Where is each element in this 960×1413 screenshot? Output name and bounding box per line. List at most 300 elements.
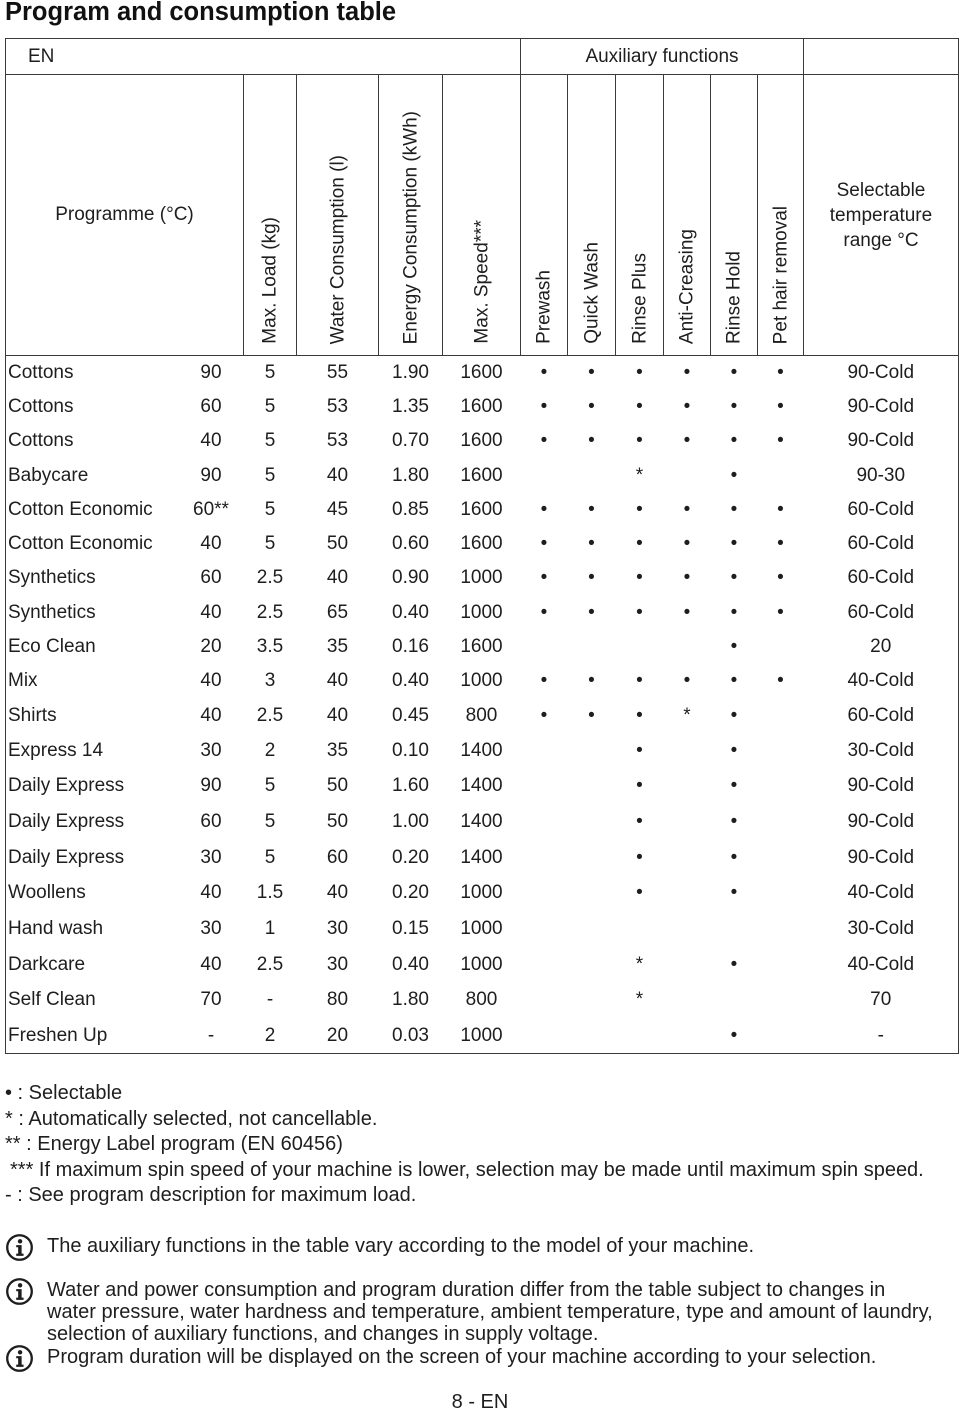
energy-consumption-cell: 0.10 — [392, 739, 429, 761]
note-text — [47, 1235, 955, 1257]
table-row — [6, 630, 959, 664]
anti-creasing-cell — [664, 983, 711, 1019]
quick-wash-cell — [568, 768, 616, 804]
table-row — [6, 493, 959, 527]
pet-hair-removal-cell: • — [777, 361, 784, 383]
rinse-plus-cell — [616, 1018, 664, 1054]
max-speed-cell: 1400 — [460, 739, 503, 761]
quick-wash-cell — [568, 458, 616, 492]
rinse-hold-cell: • — [730, 498, 738, 520]
temperature-cell: 30 — [200, 918, 222, 940]
max-load-cell: 3 — [264, 670, 276, 692]
pet-hair-removal-cell — [758, 1018, 804, 1054]
temperature-range-cell: 90-Cold — [847, 361, 915, 383]
rinse-plus-cell: • — [636, 739, 643, 761]
header-empty-cell — [804, 39, 959, 75]
note-text — [47, 1346, 955, 1368]
table-row — [6, 1018, 959, 1054]
prewash-cell — [521, 733, 568, 769]
table-row — [6, 947, 959, 983]
pet-hair-removal-cell: • — [777, 430, 784, 452]
table-row — [6, 733, 959, 769]
pet-hair-removal-cell — [758, 876, 804, 912]
prewash-cell: • — [540, 361, 548, 383]
temperature-range-cell: 20 — [870, 636, 892, 658]
info-icon — [5, 1277, 34, 1306]
temperature-range-cell: - — [877, 1024, 884, 1046]
table-row — [6, 458, 959, 492]
rinse-plus-cell: • — [636, 670, 643, 692]
rinse-plus-cell: • — [636, 704, 643, 726]
table-row — [6, 356, 959, 390]
rinse-hold-cell: • — [730, 464, 738, 486]
column-header-water-consumption — [297, 75, 379, 356]
temperature-cell: 40 — [200, 533, 222, 555]
column-header-prewash — [521, 75, 568, 356]
max-speed-cell: 1000 — [460, 918, 503, 940]
anti-creasing-cell: • — [683, 498, 691, 520]
pet-hair-removal-cell — [758, 630, 804, 664]
programme-name-cell: Cotton Economic — [8, 533, 153, 555]
column-header-energy-consumption — [379, 75, 443, 356]
column-header-label: temperature — [829, 204, 933, 226]
temperature-cell: 40 — [200, 953, 222, 975]
max-speed-cell: 1400 — [460, 846, 503, 868]
temperature-range-cell: 60-Cold — [847, 567, 915, 589]
anti-creasing-cell — [664, 733, 711, 769]
rinse-plus-cell: • — [636, 882, 643, 904]
programme-name-cell: Synthetics — [8, 567, 96, 589]
energy-consumption-cell: 0.20 — [392, 882, 429, 904]
table-row — [6, 664, 959, 698]
prewash-cell: • — [540, 395, 548, 417]
pet-hair-removal-cell — [758, 840, 804, 876]
anti-creasing-cell — [664, 804, 711, 840]
anti-creasing-cell — [664, 947, 711, 983]
table-row — [6, 596, 959, 630]
pet-hair-removal-cell — [758, 911, 804, 947]
max-load-cell: 5 — [264, 810, 276, 832]
prewash-cell: • — [540, 601, 548, 623]
temperature-cell: 40 — [200, 430, 222, 452]
table-header — [6, 39, 959, 356]
rinse-hold-cell: • — [730, 739, 738, 761]
table-body — [6, 356, 959, 1054]
max-speed-cell: 1600 — [460, 430, 503, 452]
rinse-plus-cell: • — [636, 810, 643, 832]
pet-hair-removal-cell: • — [777, 395, 784, 417]
rinse-hold-cell: • — [730, 670, 738, 692]
water-consumption-cell: 45 — [326, 498, 349, 520]
temperature-range-cell: 30-Cold — [847, 918, 915, 940]
rinse-hold-cell: • — [730, 953, 738, 975]
max-load-cell: 5 — [264, 395, 276, 417]
rinse-hold-cell: • — [730, 810, 738, 832]
column-header-max-speed — [443, 75, 521, 356]
table-row — [6, 768, 959, 804]
max-speed-cell: 1000 — [460, 601, 503, 623]
page-number: 8 - EN — [451, 1391, 509, 1413]
quick-wash-cell: • — [588, 395, 595, 417]
max-load-cell: 5 — [264, 533, 276, 555]
max-speed-cell: 1600 — [460, 636, 503, 658]
max-load-cell: 5 — [264, 464, 276, 486]
energy-consumption-cell: 0.90 — [392, 567, 429, 589]
rinse-plus-cell: • — [636, 533, 643, 555]
auxiliary-functions-header: Auxiliary functions — [521, 39, 804, 75]
pet-hair-removal-cell — [758, 458, 804, 492]
anti-creasing-cell — [664, 630, 711, 664]
language-label: EN — [6, 39, 521, 75]
anti-creasing-cell: • — [683, 670, 691, 692]
prewash-cell: • — [540, 498, 548, 520]
max-load-cell: 5 — [264, 361, 276, 383]
energy-consumption-cell: 1.00 — [392, 810, 429, 832]
max-load-cell: 5 — [264, 846, 276, 868]
temperature-cell: 60** — [193, 498, 229, 520]
table-row — [6, 804, 959, 840]
energy-consumption-cell: 0.03 — [392, 1024, 429, 1046]
energy-consumption-cell: 0.20 — [392, 846, 429, 868]
max-speed-cell: 1600 — [460, 533, 503, 555]
anti-creasing-cell — [664, 458, 711, 492]
water-consumption-cell: 60 — [326, 846, 349, 868]
column-header-temperature-range — [804, 75, 959, 356]
anti-creasing-cell: • — [683, 567, 691, 589]
legend-item: *** If maximum spin speed of your machine is lower, selection may be made until maximum spin speed. — [10, 1158, 924, 1181]
max-load-cell: - — [266, 989, 274, 1011]
column-header-label: Rinse Plus — [629, 253, 650, 344]
water-consumption-cell: 40 — [326, 670, 349, 692]
prewash-cell: • — [540, 533, 548, 555]
table-row — [6, 424, 959, 458]
temperature-cell: 40 — [200, 670, 222, 692]
energy-consumption-cell: 1.35 — [392, 395, 429, 417]
water-consumption-cell: 35 — [326, 636, 349, 658]
pet-hair-removal-cell — [758, 733, 804, 769]
temperature-cell: 30 — [200, 739, 222, 761]
temperature-range-cell: 30-Cold — [847, 739, 915, 761]
max-speed-cell: 1600 — [460, 395, 503, 417]
max-load-cell: 5 — [264, 498, 276, 520]
info-icon — [5, 1233, 34, 1262]
temperature-range-cell: 90-Cold — [847, 810, 915, 832]
legend-item: ** : Energy Label program (EN 60456) — [5, 1133, 343, 1155]
temperature-range-cell: 70 — [870, 989, 892, 1011]
programme-name-cell: Express 14 — [8, 739, 104, 761]
energy-consumption-cell: 0.85 — [392, 498, 429, 520]
temperature-cell: 90 — [200, 464, 222, 486]
column-header-rinse-plus — [616, 75, 664, 356]
max-speed-cell: 1000 — [460, 1024, 503, 1046]
temperature-range-cell: 60-Cold — [847, 601, 915, 623]
energy-consumption-cell: 1.80 — [392, 464, 429, 486]
quick-wash-cell — [568, 840, 616, 876]
temperature-range-cell: 40-Cold — [847, 882, 915, 904]
temperature-cell: - — [207, 1024, 215, 1046]
column-header-programme: Programme (°C) — [6, 75, 244, 356]
prewash-cell: • — [540, 567, 548, 589]
prewash-cell — [521, 876, 568, 912]
rinse-plus-cell: • — [636, 498, 643, 520]
energy-consumption-cell: 0.70 — [392, 430, 429, 452]
quick-wash-cell: • — [588, 430, 595, 452]
water-consumption-cell: 40 — [326, 704, 349, 726]
energy-consumption-cell: 0.15 — [392, 918, 429, 940]
column-header-rinse-hold — [711, 75, 758, 356]
pet-hair-removal-cell: • — [777, 601, 784, 623]
pet-hair-removal-cell: • — [777, 567, 784, 589]
pet-hair-removal-cell: • — [777, 670, 784, 692]
energy-consumption-cell: 1.60 — [392, 775, 429, 797]
water-consumption-cell: 53 — [326, 430, 349, 452]
anti-creasing-cell — [664, 1018, 711, 1054]
temperature-cell: 40 — [200, 601, 222, 623]
prewash-cell — [521, 804, 568, 840]
programme-name-cell: Cotton Economic — [8, 498, 153, 520]
column-header-label: Selectable — [836, 179, 926, 201]
max-speed-cell: 1400 — [460, 810, 503, 832]
temperature-cell: 60 — [200, 810, 222, 832]
temperature-range-cell: 90-Cold — [847, 430, 915, 452]
rinse-plus-cell: • — [636, 567, 643, 589]
note-line: The auxiliary functions in the table vary according to the model of your machine. — [47, 1235, 755, 1257]
programme-name-cell: Cottons — [8, 430, 74, 452]
rinse-plus-cell: * — [635, 953, 644, 975]
water-consumption-cell: 65 — [326, 601, 349, 623]
max-load-cell: 5 — [264, 430, 276, 452]
column-header-label: Anti-Creasing — [676, 228, 698, 344]
prewash-cell — [521, 983, 568, 1019]
table-row — [6, 390, 959, 424]
temperature-cell: 40 — [200, 704, 222, 726]
temperature-range-cell: 40-Cold — [847, 670, 915, 692]
table-row — [6, 840, 959, 876]
programme-name-cell: Synthetics — [8, 601, 96, 623]
rinse-plus-cell: * — [635, 989, 644, 1011]
rinse-hold-cell — [711, 911, 758, 947]
quick-wash-cell: • — [588, 533, 595, 555]
programme-name-cell: Hand wash — [8, 918, 104, 940]
energy-consumption-cell: 1.90 — [392, 361, 429, 383]
energy-consumption-cell: 0.45 — [392, 704, 429, 726]
energy-consumption-cell: 0.40 — [392, 601, 429, 623]
rinse-hold-cell: • — [730, 846, 738, 868]
quick-wash-cell — [568, 947, 616, 983]
temperature-range-cell: 60-Cold — [847, 704, 915, 726]
temperature-range-cell: 90-Cold — [847, 846, 915, 868]
max-speed-cell: 1000 — [460, 953, 503, 975]
prewash-cell — [521, 840, 568, 876]
max-load-cell: 2.5 — [256, 567, 284, 589]
water-consumption-cell: 50 — [326, 775, 349, 797]
max-load-cell: 2.5 — [256, 704, 284, 726]
water-consumption-cell: 35 — [326, 739, 349, 761]
note-text — [47, 1279, 955, 1345]
quick-wash-cell — [568, 911, 616, 947]
water-consumption-cell: 53 — [326, 395, 349, 417]
rinse-hold-cell: • — [730, 361, 738, 383]
anti-creasing-cell: * — [683, 704, 691, 726]
pet-hair-removal-cell: • — [777, 533, 784, 555]
programme-name-cell: Woollens — [8, 882, 86, 904]
column-header-label: Max. Load (kg) — [259, 217, 281, 344]
anti-creasing-cell: • — [683, 395, 691, 417]
temperature-cell: 30 — [200, 846, 222, 868]
legend-item: * : Automatically selected, not cancellable. — [5, 1107, 378, 1130]
table-row — [6, 983, 959, 1019]
quick-wash-cell: • — [588, 567, 595, 589]
max-speed-cell: 1000 — [460, 567, 503, 589]
water-consumption-cell: 40 — [326, 882, 349, 904]
temperature-range-cell: 90-Cold — [847, 395, 915, 417]
rinse-plus-cell: • — [636, 395, 643, 417]
energy-consumption-cell: 0.40 — [392, 670, 429, 692]
legend-item: • : Selectable — [5, 1082, 123, 1104]
rinse-hold-cell: • — [730, 775, 738, 797]
page-title: Program and consumption table — [5, 0, 397, 26]
max-speed-cell: 1600 — [460, 361, 503, 383]
prewash-cell — [521, 947, 568, 983]
pet-hair-removal-cell — [758, 804, 804, 840]
max-speed-cell: 1400 — [460, 775, 503, 797]
temperature-range-cell: 40-Cold — [847, 953, 915, 975]
water-consumption-cell: 30 — [326, 953, 349, 975]
temperature-cell: 70 — [200, 989, 222, 1011]
temperature-range-cell: 90-30 — [856, 464, 906, 486]
prewash-cell: • — [540, 704, 548, 726]
temperature-cell: 60 — [200, 395, 222, 417]
rinse-plus-cell: • — [636, 775, 643, 797]
prewash-cell — [521, 768, 568, 804]
max-speed-cell: 800 — [465, 704, 498, 726]
anti-creasing-cell: • — [683, 430, 691, 452]
temperature-cell: 60 — [200, 567, 222, 589]
legend-item: - : See program description for maximum load. — [5, 1184, 417, 1206]
prewash-cell: • — [540, 430, 548, 452]
anti-creasing-cell: • — [683, 601, 691, 623]
programme-name-cell: Mix — [8, 670, 38, 692]
max-speed-cell: 1600 — [460, 498, 503, 520]
max-load-cell: 2.5 — [256, 953, 284, 975]
rinse-plus-cell — [616, 911, 664, 947]
table-row — [6, 698, 959, 732]
rinse-hold-cell: • — [730, 533, 738, 555]
programme-name-cell: Daily Express — [8, 810, 125, 832]
programme-name-cell: Freshen Up — [8, 1024, 108, 1046]
column-header-label: Rinse Hold — [723, 251, 745, 344]
max-load-cell: 1 — [264, 918, 276, 940]
programme-name-cell: Cottons — [8, 361, 74, 383]
max-speed-cell: 1000 — [460, 882, 503, 904]
prewash-cell: • — [540, 670, 548, 692]
rinse-plus-cell: * — [635, 464, 644, 486]
column-header-label: Pet hair removal — [770, 205, 791, 344]
rinse-plus-cell: • — [636, 430, 643, 452]
pet-hair-removal-cell — [758, 983, 804, 1019]
rinse-hold-cell: • — [730, 882, 738, 904]
max-load-cell: 2 — [264, 739, 276, 761]
rinse-hold-cell: • — [730, 567, 738, 589]
programme-name-cell: Babycare — [8, 464, 89, 486]
temperature-range-cell: 60-Cold — [847, 498, 915, 520]
info-icon — [5, 1344, 34, 1373]
column-header-anti-creasing — [664, 75, 711, 356]
energy-consumption-cell: 0.16 — [392, 636, 429, 658]
water-consumption-cell: 20 — [326, 1024, 349, 1046]
max-speed-cell: 1000 — [460, 670, 503, 692]
programme-name-cell: Shirts — [8, 704, 57, 726]
rinse-hold-cell: • — [730, 601, 738, 623]
quick-wash-cell: • — [588, 704, 595, 726]
quick-wash-cell — [568, 1018, 616, 1054]
info-note — [5, 1279, 955, 1345]
water-consumption-cell: 40 — [326, 464, 349, 486]
legend — [5, 1081, 924, 1209]
table-row — [6, 561, 959, 595]
column-header-label: Water Consumption (l) — [327, 154, 348, 344]
column-header-label: Quick Wash — [581, 242, 602, 344]
programme-name-cell: Darkcare — [8, 953, 86, 975]
table-header-row — [6, 39, 959, 75]
programme-name-cell: Cottons — [8, 395, 74, 417]
temperature-cell: 90 — [200, 775, 222, 797]
anti-creasing-cell: • — [683, 361, 691, 383]
quick-wash-cell: • — [588, 498, 595, 520]
water-consumption-cell: 55 — [326, 361, 349, 383]
max-load-cell: 2.5 — [256, 601, 284, 623]
table-row — [6, 527, 959, 561]
water-consumption-cell: 40 — [326, 567, 349, 589]
rinse-hold-cell: • — [730, 704, 738, 726]
temperature-cell: 40 — [200, 882, 222, 904]
pet-hair-removal-cell — [758, 768, 804, 804]
column-header-label: Max. Speed*** — [471, 220, 492, 344]
max-load-cell: 2 — [264, 1024, 276, 1046]
column-header-max-load — [244, 75, 297, 356]
prewash-cell — [521, 1018, 568, 1054]
programme-name-cell: Daily Express — [8, 775, 125, 797]
quick-wash-cell: • — [588, 601, 595, 623]
rinse-hold-cell: • — [730, 395, 738, 417]
quick-wash-cell — [568, 983, 616, 1019]
max-speed-cell: 800 — [465, 989, 498, 1011]
temperature-range-cell: 60-Cold — [847, 533, 915, 555]
water-consumption-cell: 50 — [326, 533, 349, 555]
water-consumption-cell: 50 — [326, 810, 349, 832]
water-consumption-cell: 30 — [326, 918, 349, 940]
rinse-plus-cell: • — [636, 601, 643, 623]
note-line: water pressure, water hardness and temperature, ambient temperature, type and amount of laundry, — [47, 1301, 933, 1323]
note-line: selection of auxiliary functions, and changes in supply voltage. — [47, 1323, 599, 1345]
prewash-cell — [521, 630, 568, 664]
pet-hair-removal-cell — [758, 698, 804, 732]
energy-consumption-cell: 0.40 — [392, 953, 429, 975]
quick-wash-cell — [568, 804, 616, 840]
water-consumption-cell: 80 — [326, 989, 349, 1011]
rinse-plus-cell: • — [636, 361, 643, 383]
rinse-hold-cell — [711, 983, 758, 1019]
column-header-row — [6, 75, 959, 356]
programme-name-cell: Eco Clean — [8, 636, 96, 658]
rinse-plus-cell — [616, 630, 664, 664]
quick-wash-cell — [568, 876, 616, 912]
column-header-label: Prewash — [533, 270, 555, 344]
column-header-pet-hair-removal — [758, 75, 804, 356]
pet-hair-removal-cell: • — [777, 498, 784, 520]
anti-creasing-cell: • — [683, 533, 691, 555]
programme-name-cell: Self Clean — [8, 989, 96, 1011]
